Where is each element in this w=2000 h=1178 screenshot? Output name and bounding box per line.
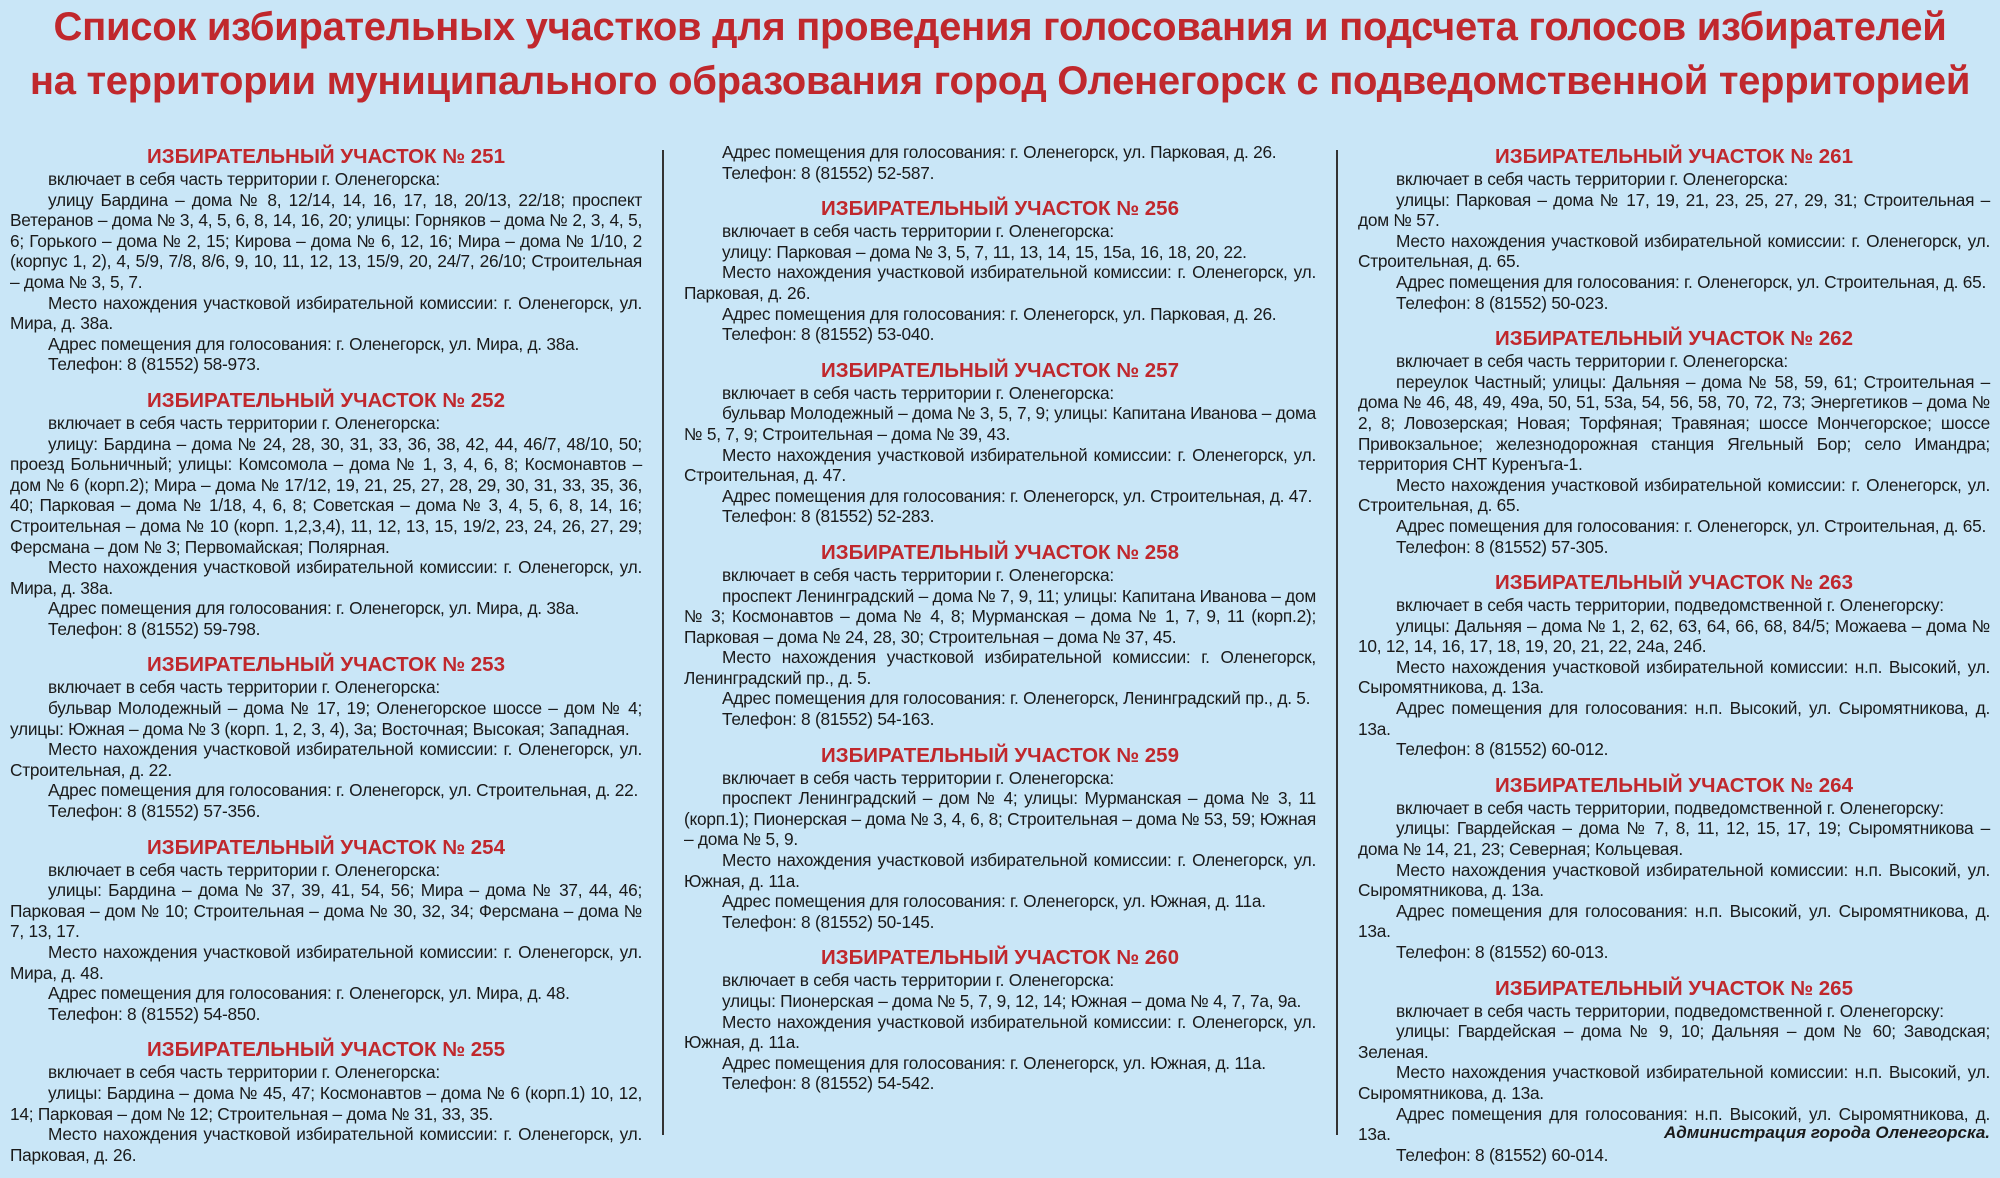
- precinct-paragraph: Адрес помещения для голосования: г. Оленегорск, ул. Строительная, д. 47.: [722, 485, 1313, 506]
- precinct-paragraph: Место нахождения участковой избирательной комиссии: г. Оленегорск, ул. Парковая, д. 26.: [10, 1124, 642, 1165]
- precinct-title: ИЗБИРАТЕЛЬНЫЙ УЧАСТОК № 262: [1495, 327, 1853, 351]
- precinct-paragraph: Телефон: 8 (81552) 52-283.: [722, 506, 935, 527]
- precinct-paragraph: Телефон: 8 (81552) 60-012.: [1396, 739, 1609, 760]
- precinct-title: ИЗБИРАТЕЛЬНЫЙ УЧАСТОК № 251: [147, 145, 505, 168]
- precinct-paragraph: улицы: Дальняя – дома № 1, 2, 62, 63, 64, 66, 68, 84/5; Можаева – дома № 10, 12, 14, 16, 17, 18, 19, 20, 21, 22, 24а, 24б.: [1358, 615, 1990, 657]
- precinct-paragraph: Адрес помещения для голосования: г. Оленегорск, ул. Мира, д. 38а.: [48, 598, 580, 619]
- column-1: [10, 142, 642, 1178]
- precinct-paragraph: включает в себя часть территории г. Оленегорска:: [722, 564, 1114, 585]
- precinct-title: ИЗБИРАТЕЛЬНЫЙ УЧАСТОК № 260: [821, 946, 1179, 970]
- precinct-paragraph: Телефон: 8 (81552) 52-587.: [722, 162, 935, 183]
- column-3: [1358, 142, 1990, 1178]
- precinct-paragraph: включает в себя часть территории г. Оленегорска:: [48, 1062, 440, 1083]
- precinct-paragraph: Телефон: 8 (81552) 57-305.: [1396, 536, 1609, 557]
- precinct-paragraph: Место нахождения участковой избирательной комиссии: г. Оленегорск, ул. Мира, д. 38а.: [10, 557, 642, 598]
- precinct-paragraph: улицы: Парковая – дома № 17, 19, 21, 23, 25, 27, 29, 31; Строительная – дом № 57.: [1358, 189, 1990, 231]
- precinct-paragraph: Место нахождения участковой избирательной комиссии: г. Оленегорск, ул. Южная, д. 11а.: [684, 1011, 1316, 1053]
- precinct-paragraph: улицу: Бардина – дома № 24, 28, 30, 31, 33, 36, 38, 42, 44, 46/7, 48/10, 50; проезд Больничный; улицы: Комсомола – дома № 1, 3, 4, 6, 8; Космонавтов – дом № 6 (корп.2); Мира – дома № 17/12, 19, 21, 25, 27, 28, 29, 30, 31, 33, 35, 36, 40; Парковая – дома № 1/18, 4, 6, 8; Советская – дома № 3, 4, 5, 6, 8, 14, 16; Строительная – дома № 10 (корп. 1,2,3,4), 11, 12, 13, 15, 19/2, 23, 24, 26, 27, 29; Ферсмана – дом № 3; Первомайская; Полярная.: [10, 433, 642, 557]
- precinct-paragraph: Место нахождения участковой избирательной комиссии: н.п. Высокий, ул. Сыромятникова, д. 13а.: [1358, 859, 1990, 901]
- precinct-title: ИЗБИРАТЕЛЬНЫЙ УЧАСТОК № 263: [1495, 571, 1853, 595]
- precinct-paragraph: Место нахождения участковой избирательной комиссии: г. Оленегорск, ул. Парковая, д. 26.: [684, 262, 1316, 303]
- precinct-paragraph: Адрес помещения для голосования: н.п. Высокий, ул. Сыромятникова, д. 13а.: [1358, 900, 1990, 942]
- precinct-paragraph: проспект Ленинградский – дом № 4; улицы: Мурманская – дома № 3, 11 (корп.1); Пионерская – дома № 3, 4, 6, 8; Строительная – дома № 53, 59; Южная – дома № 5, 9.: [684, 788, 1316, 850]
- precinct-paragraph: Адрес помещения для голосования: г. Оленегорск, ул. Южная, д. 11а.: [722, 891, 1266, 912]
- precinct-title: ИЗБИРАТЕЛЬНЫЙ УЧАСТОК № 264: [1495, 773, 1853, 797]
- precinct-block: [684, 540, 1316, 730]
- precinct-paragraph: Место нахождения участковой избирательной комиссии: н.п. Высокий, ул. Сыромятникова, д. 13а.: [1358, 1062, 1990, 1103]
- title-line-1: Список избирательных участков для проведения голосования и подсчета голосов избирателей: [53, 5, 1947, 49]
- precinct-paragraph: Телефон: 8 (81552) 53-040.: [722, 324, 935, 345]
- precinct-paragraph: улицы: Бардина – дома № 45, 47; Космонавтов – дома № 6 (корп.1) 10, 12, 14; Парковая – дом № 12; Строительная – дома № 31, 33, 35.: [10, 1082, 642, 1124]
- precinct-paragraph: улицы: Пионерская – дома № 5, 7, 9, 12, 14; Южная – дома № 4, 7, 7а, 9а.: [722, 991, 1302, 1011]
- precinct-title: ИЗБИРАТЕЛЬНЫЙ УЧАСТОК № 252: [147, 388, 505, 412]
- column-divider: [662, 150, 664, 1135]
- precinct-paragraph: Место нахождения участковой избирательной комиссии: г. Оленегорск, ул. Строительная, д. 65.: [1358, 474, 1990, 516]
- precinct-paragraph: Телефон: 8 (81552) 50-145.: [722, 911, 935, 932]
- precinct-block: [10, 1037, 642, 1165]
- precinct-paragraph: включает в себя часть территории г. Оленегорска:: [1396, 169, 1788, 189]
- precinct-paragraph: Телефон: 8 (81552) 60-014.: [1396, 1144, 1609, 1165]
- precinct-title: ИЗБИРАТЕЛЬНЫЙ УЧАСТОК № 265: [1495, 976, 1853, 1000]
- precinct-block: [10, 652, 642, 821]
- precinct-paragraph: Адрес помещения для голосования: н.п. Высокий, ул. Сыромятникова, д. 13а.: [1358, 698, 1990, 739]
- precinct-paragraph: Телефон: 8 (81552) 54-542.: [722, 1073, 935, 1094]
- precinct-paragraph: Адрес помещения для голосования: г. Оленегорск, ул. Строительная, д. 65.: [1396, 271, 1987, 292]
- precinct-title: ИЗБИРАТЕЛЬНЫЙ УЧАСТОК № 257: [821, 358, 1179, 382]
- precinct-paragraph: Адрес помещения для голосования: г. Оленегорск, ул. Строительная, д. 22.: [48, 780, 639, 801]
- precinct-paragraph: включает в себя часть территории г. Оленегорска:: [722, 382, 1114, 403]
- precinct-paragraph: Место нахождения участковой избирательной комиссии: г. Оленегорск, ул. Мира, д. 38а.: [10, 292, 642, 334]
- precinct-title: ИЗБИРАТЕЛЬНЫЙ УЧАСТОК № 256: [821, 197, 1179, 221]
- precinct-paragraph: Телефон: 8 (81552) 50-023.: [1396, 292, 1609, 313]
- precinct-paragraph: проспект Ленинградский – дома № 7, 9, 11; улицы: Капитана Иванова – дом № 3; Космонавтов – дома № 4, 8; Мурманская – дома № 1, 7, 9, 11 (корп.2); Парковая – дома № 24, 28, 30; Строительная – дома № 37, 45.: [684, 585, 1316, 647]
- precinct-paragraph: Адрес помещения для голосования: г. Оленегорск, Ленинградский пр., д. 5.: [722, 688, 1311, 709]
- column-divider: [1336, 150, 1338, 1135]
- precinct-title: ИЗБИРАТЕЛЬНЫЙ УЧАСТОК № 254: [147, 835, 505, 859]
- precinct-paragraph: включает в себя часть территории г. Оленегорска:: [48, 169, 440, 189]
- precinct-block: [10, 835, 642, 1025]
- precinct-block: [684, 196, 1316, 345]
- precinct-paragraph: Место нахождения участковой избирательной комиссии: г. Оленегорск, ул. Строительная, д. 65.: [1358, 230, 1990, 272]
- precinct-paragraph: улицу Бардина – дома № 8, 12/14, 14, 16, 17, 18, 20/13, 22/18; проспект Ветеранов – дома № 3, 4, 5, 6, 8, 14, 16, 20; улицы: Горняков – дома № 2, 3, 4, 5, 6; Горького – дома № 2, 15; Кирова – дома № 6, 12, 16; Мира – дома № 1/10, 2 (корпус 1, 2), 4, 5/9, 7/8, 8/6, 9, 10, 11, 12, 13, 15/9, 20, 24/7, 26/10; Строительная – дома № 3, 5, 7.: [10, 189, 642, 292]
- precinct-paragraph: включает в себя часть территории г. Оленегорска:: [48, 412, 440, 433]
- precinct-block: [684, 743, 1316, 933]
- precinct-paragraph: Место нахождения участковой избирательной комиссии: н.п. Высокий, ул. Сыромятникова, д. 13а.: [1358, 656, 1990, 698]
- precinct-paragraph: бульвар Молодежный – дома № 3, 5, 7, 9; улицы: Капитана Иванова – дома № 5, 7, 9; Строительная – дома № 39, 43.: [684, 403, 1316, 444]
- precinct-paragraph: включает в себя часть территории г. Оленегорска:: [722, 970, 1114, 991]
- precinct-paragraph: Место нахождения участковой избирательной комиссии: г. Оленегорск, ул. Южная, д. 11а.: [684, 850, 1316, 891]
- precinct-paragraph: улицы: Гвардейская – дома № 7, 8, 11, 12, 15, 17, 19; Сыромятникова – дома № 14, 21, 23; Северная; Кольцевая.: [1358, 818, 1990, 860]
- precinct-title: ИЗБИРАТЕЛЬНЫЙ УЧАСТОК № 259: [821, 743, 1179, 767]
- precinct-title: ИЗБИРАТЕЛЬНЫЙ УЧАСТОК № 253: [147, 653, 505, 677]
- precinct-paragraph: Адрес помещения для голосования: г. Оленегорск, ул. Мира, д. 48.: [48, 983, 570, 1004]
- precinct-paragraph: улицу: Парковая – дома № 3, 5, 7, 11, 13, 14, 15, 15а, 16, 18, 20, 22.: [722, 241, 1247, 262]
- precinct-title: ИЗБИРАТЕЛЬНЫЙ УЧАСТОК № 258: [821, 540, 1179, 564]
- page-title: [0, 0, 2000, 108]
- precinct-paragraph: включает в себя часть территории г. Оленегорска:: [1396, 351, 1788, 372]
- precinct-block: [1358, 144, 1990, 313]
- title-line-2: на территории муниципального образования город Оленегорск с подведомственной территорией: [29, 59, 1971, 103]
- precinct-block: [10, 388, 642, 640]
- precinct-paragraph: улицы: Гвардейская – дома № 9, 10; Дальняя – дом № 60; Заводская; Зеленая.: [1358, 1021, 1990, 1062]
- precinct-paragraph: Телефон: 8 (81552) 57-356.: [48, 801, 261, 822]
- precinct-paragraph: Адрес помещения для голосования: г. Оленегорск, ул. Южная, д. 11а.: [722, 1052, 1266, 1073]
- precinct-paragraph: Телефон: 8 (81552) 58-973.: [48, 354, 261, 375]
- signature: Администрация города Оленегорска.: [1663, 1123, 1990, 1142]
- precinct-paragraph: Место нахождения участковой избирательной комиссии: г. Оленегорск, ул. Строительная, д. 47.: [684, 444, 1316, 486]
- precinct-block: [684, 945, 1316, 1094]
- precinct-paragraph: Место нахождения участковой избирательной комиссии: г. Оленегорск, ул. Мира, д. 48.: [10, 942, 642, 983]
- precinct-paragraph: Адрес помещения для голосования: г. Оленегорск, ул. Парковая, д. 26.: [722, 303, 1277, 324]
- precinct-paragraph: Место нахождения участковой избирательной комиссии: г. Оленегорск, Ленинградский пр., д. 5.: [684, 647, 1316, 688]
- precinct-paragraph: Адрес помещения для голосования: г. Оленегорск, ул. Парковая, д. 26.: [722, 142, 1277, 162]
- precinct-paragraph: Телефон: 8 (81552) 59-798.: [48, 618, 261, 639]
- precinct-paragraph: Телефон: 8 (81552) 54-163.: [722, 709, 935, 730]
- precinct-paragraph: включает в себя часть территории, подведомственной г. Оленегорску:: [1396, 595, 1944, 616]
- precinct-block: [1358, 326, 1990, 557]
- precinct-paragraph: Адрес помещения для голосования: г. Оленегорск, ул. Строительная, д. 65.: [1396, 515, 1987, 536]
- precinct-paragraph: Телефон: 8 (81552) 60-013.: [1396, 942, 1609, 962]
- precinct-paragraph: включает в себя часть территории г. Оленегорска:: [48, 677, 440, 698]
- precinct-paragraph: Место нахождения участковой избирательной комиссии: г. Оленегорск, ул. Строительная, д. 22.: [10, 739, 642, 780]
- precinct-paragraph: улицы: Бардина – дома № 37, 39, 41, 54, 56; Мира – дома № 37, 44, 46; Парковая – дом № 10; Строительная – дома № 30, 32, 34; Ферсмана – дома № 7, 13, 17.: [10, 880, 642, 942]
- precinct-block: [1358, 570, 1990, 760]
- precinct-paragraph: включает в себя часть территории, подведомственной г. Оленегорску:: [1396, 797, 1944, 818]
- precinct-paragraph: включает в себя часть территории, подведомственной г. Оленегорску:: [1396, 1000, 1944, 1021]
- precinct-title: ИЗБИРАТЕЛЬНЫЙ УЧАСТОК № 255: [147, 1038, 505, 1062]
- precinct-paragraph: бульвар Молодежный – дома № 17, 19; Оленегорское шоссе – дом № 4; улицы: Южная – дома № 3 (корп. 1, 2, 3, 4), 3а; Восточная; Высокая; Западная.: [10, 698, 642, 739]
- precinct-paragraph: Адрес помещения для голосования: н.п. Высокий, ул. Сыромятникова, д. 13а.: [1358, 1103, 1990, 1145]
- precinct-paragraph: включает в себя часть территории г. Оленегорска:: [722, 767, 1114, 788]
- precinct-paragraph: Адрес помещения для голосования: г. Оленегорск, ул. Мира, д. 38а.: [48, 333, 580, 354]
- precinct-block: [1358, 773, 1990, 963]
- precinct-paragraph: переулок Частный; улицы: Дальняя – дома № 58, 59, 61; Строительная – дома № 46, 48, 49, 49а, 50, 51, 53а, 54, 56, 58, 70, 72, 73; Энергетиков – дома № 2, 8; Ловозерская; Новая; Торфяная; Травяная; шоссе Мончегорское; шоссе Привокзальное; железнодорожная станция Ягельный Бор; село Имандра; территория СНТ Куренъга-1.: [1358, 371, 1990, 475]
- precinct-paragraph: включает в себя часть территории г. Оленегорска:: [48, 859, 440, 880]
- precinct-block: [684, 142, 1316, 183]
- precinct-paragraph: Телефон: 8 (81552) 54-850.: [48, 1003, 261, 1024]
- column-2: [684, 142, 1316, 1107]
- precinct-title: ИЗБИРАТЕЛЬНЫЙ УЧАСТОК № 261: [1495, 145, 1853, 168]
- precinct-block: [10, 144, 642, 375]
- precinct-paragraph: включает в себя часть территории г. Оленегорска:: [722, 221, 1114, 242]
- precinct-block: [684, 358, 1316, 527]
